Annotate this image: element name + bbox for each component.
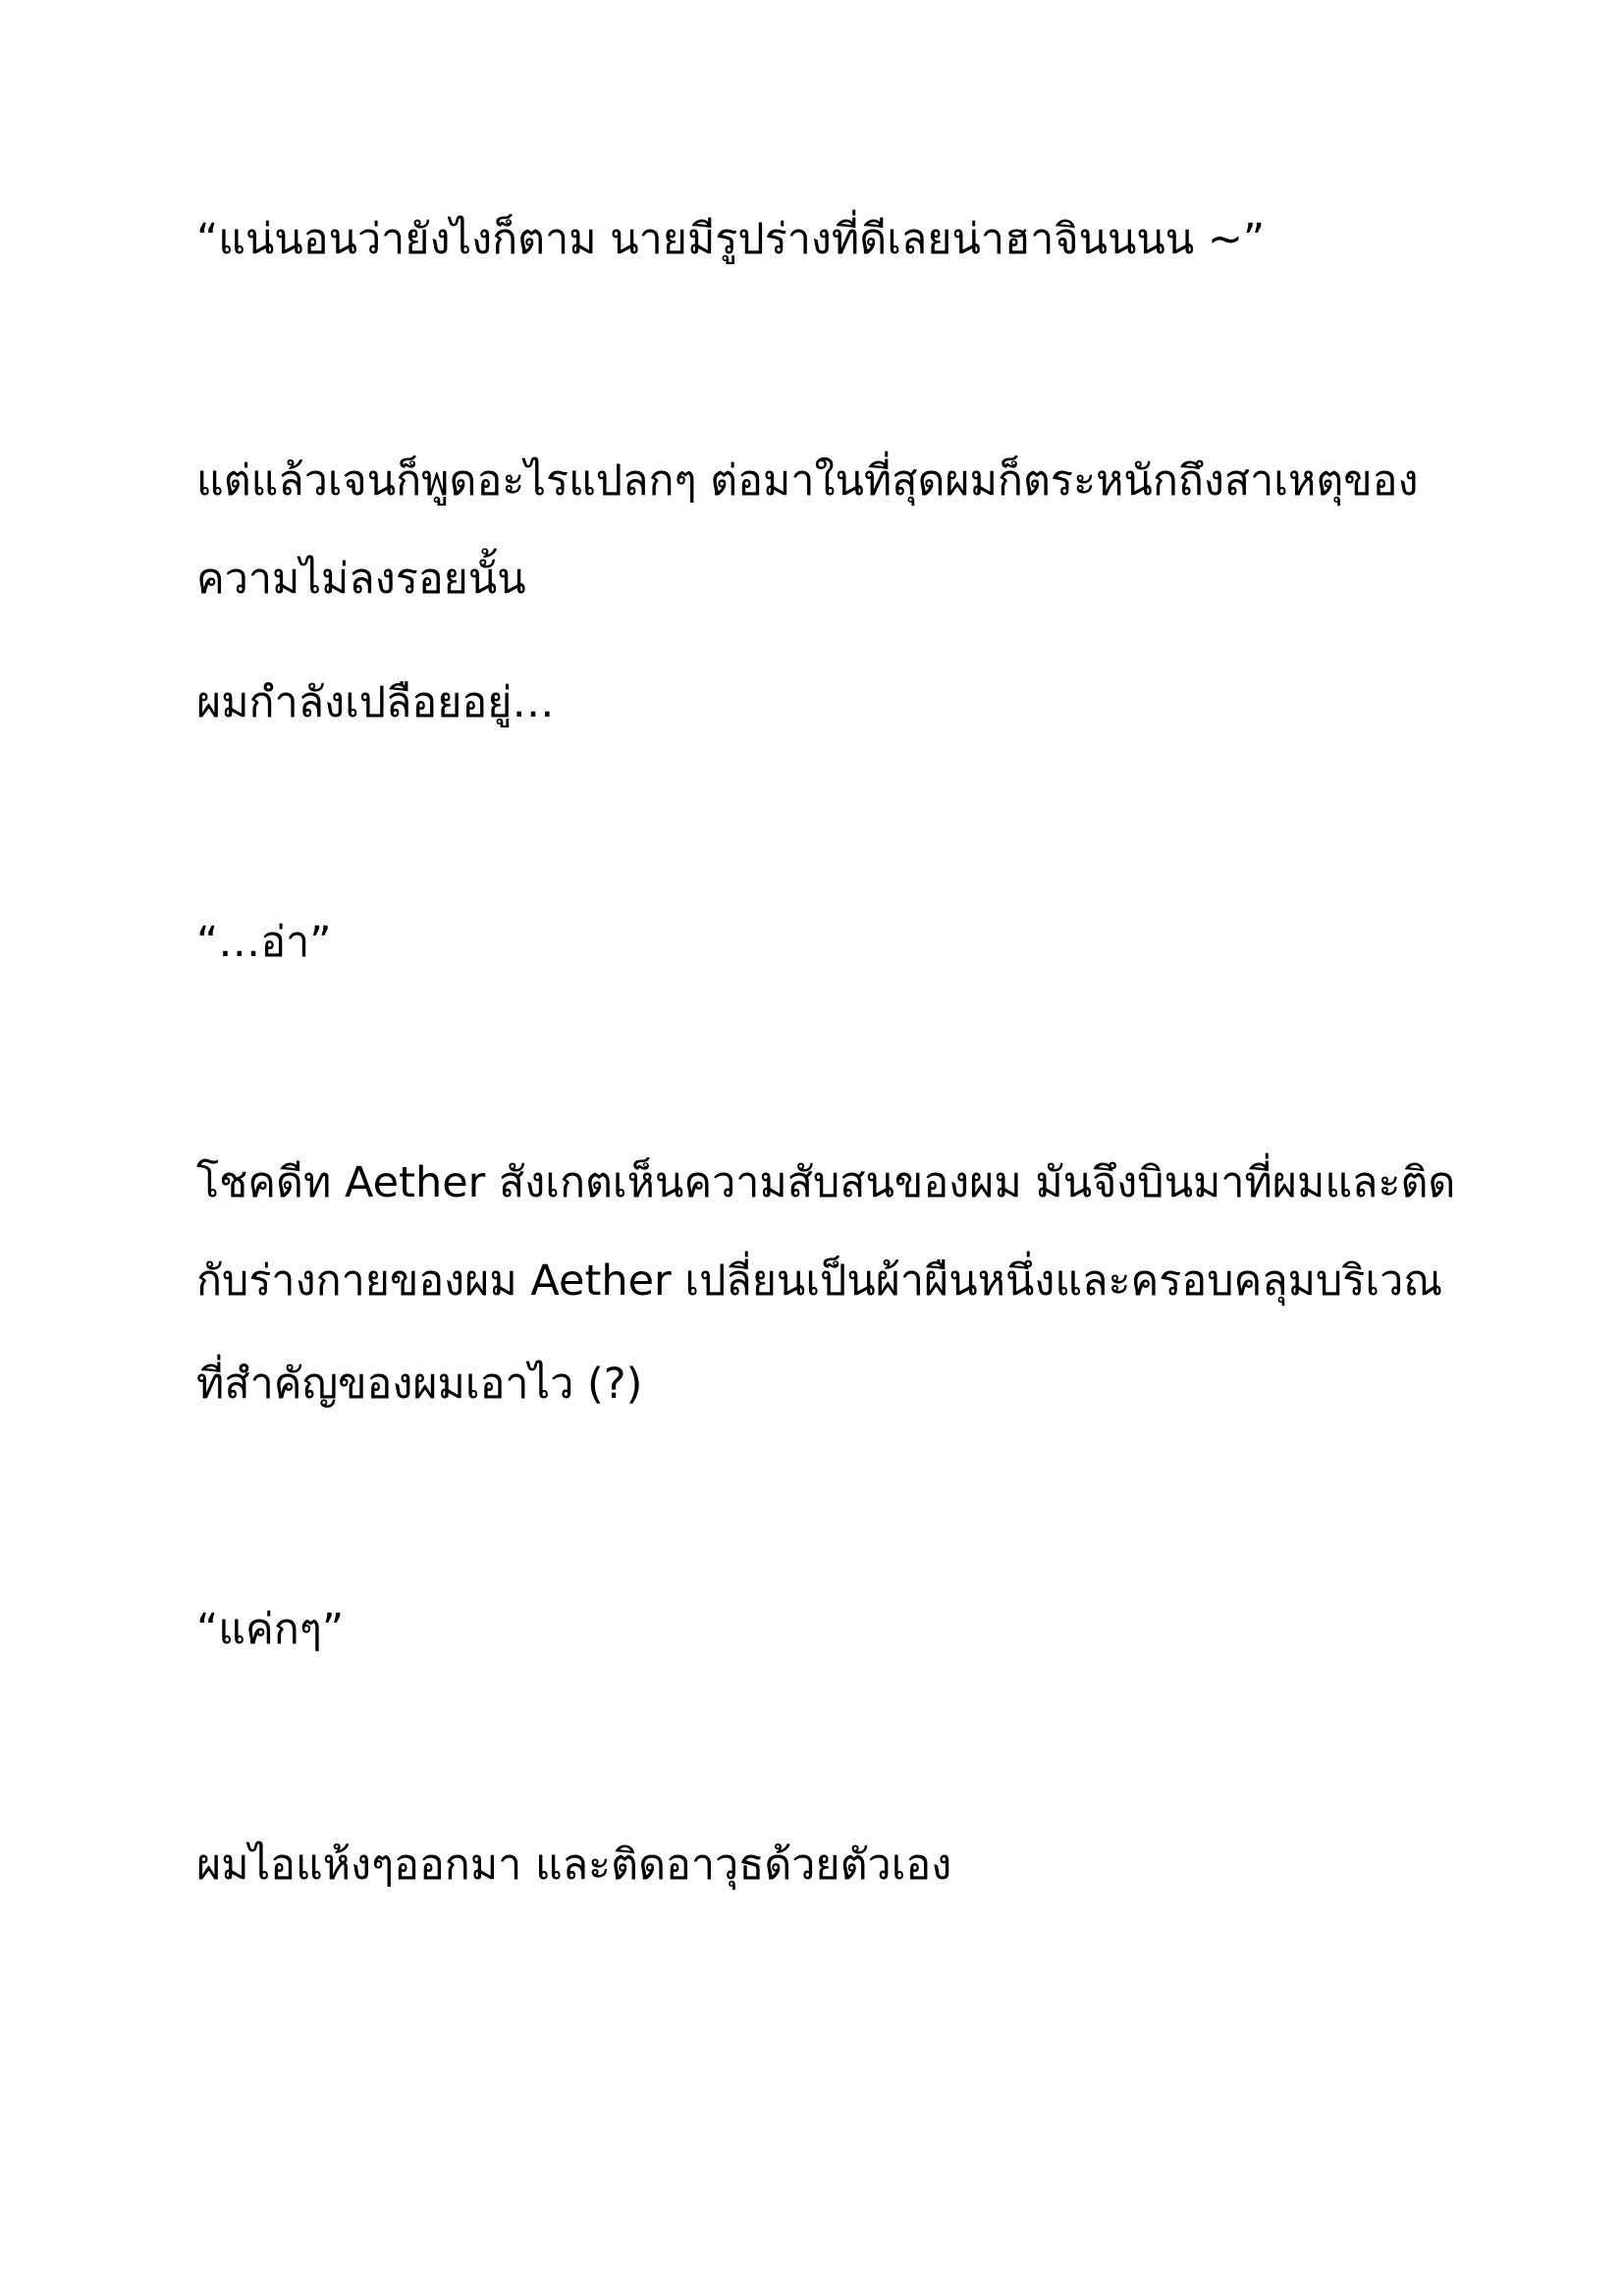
paragraph-2-line-1: แต่แล้วเจนก็พูดอะไรแปลกๆ ต่อมาในที่สุดผมก็ตระหนักถึงสาเหตุของ bbox=[196, 456, 1419, 506]
paragraph-3-line-1: ผมกำลังเปลือยอยู่… bbox=[196, 678, 555, 727]
paragraph-2-line-2: ความไม่ลงรอยนั้น bbox=[196, 555, 526, 604]
paragraph-5-line-1: โชคดีท Aether สังเกตเห็นความสับสนของผม มันจึงบินมาที่ผมและติด bbox=[196, 1158, 1456, 1207]
paragraph-6-line-1: “แค่กๆ” bbox=[196, 1605, 345, 1654]
paragraph-5-line-3: ที่สำคัญของผมเอาไว (?) bbox=[196, 1360, 643, 1409]
paragraph-1-line-1: “แน่นอนว่ายังไงก็ตาม นายมีรูปร่างที่ดีเลยน่าฮาจินนนน ~” bbox=[196, 215, 1266, 264]
paragraph-5-line-2: กับร่างกายของผม Aether เปลี่ยนเป็นผ้าผืนหนึ่งและครอบคลุมบริเวณ bbox=[196, 1256, 1443, 1306]
paragraph-7-line-1: ผมไอแห้งๆออกมา และติดอาวุธด้วยตัวเอง bbox=[196, 1841, 952, 1890]
paragraph-4-line-1: “…อ่า” bbox=[196, 918, 332, 967]
